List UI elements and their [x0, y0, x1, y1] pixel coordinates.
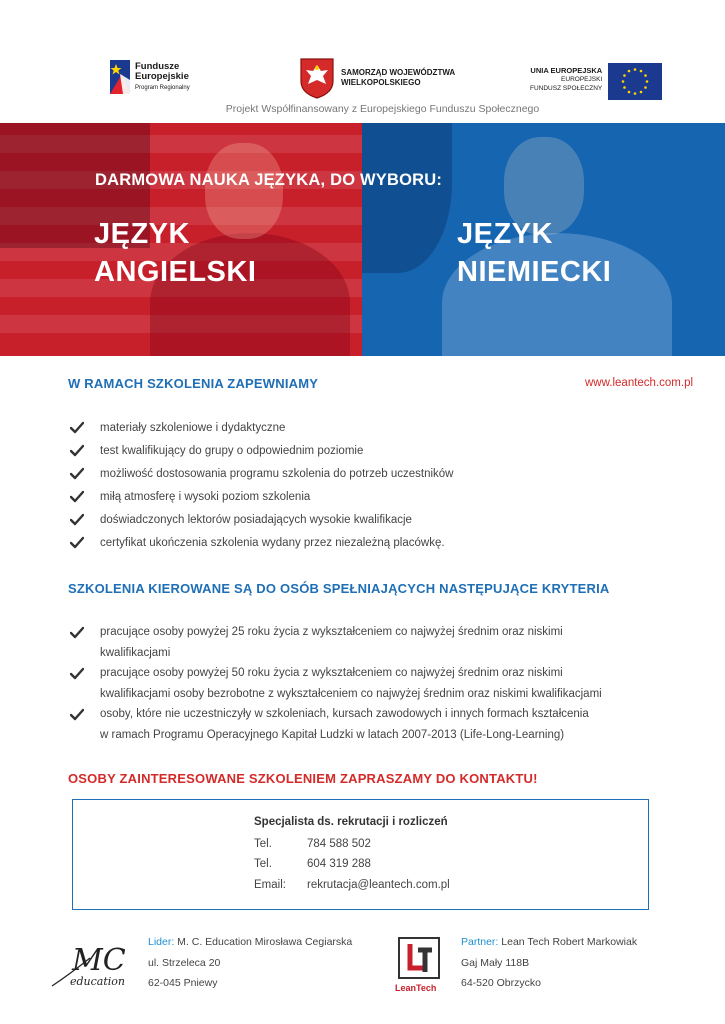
eagle-crest-icon	[299, 57, 335, 99]
partner-city: 64-520 Obrzycko	[461, 977, 541, 989]
fe-logo-line3: Program Regionalny	[135, 84, 190, 91]
contact-invitation-heading: OSOBY ZAINTERESOWANE SZKOLENIEM ZAPRASZAMY DO KONTAKTU!	[68, 771, 538, 786]
samorzad-logo	[299, 57, 455, 99]
language-german	[457, 215, 611, 291]
language-english	[94, 215, 256, 291]
list-item	[68, 622, 602, 663]
list-item	[68, 421, 453, 444]
list-item	[68, 663, 602, 704]
fe-logo-line1: Fundusze	[135, 60, 180, 72]
contact-label: Email:	[254, 879, 286, 891]
list-item	[68, 536, 453, 559]
phone-number[interactable]: 784 588 502	[307, 838, 371, 850]
checkmark-icon	[70, 667, 84, 681]
list-item	[68, 513, 453, 536]
list-item	[68, 490, 453, 513]
contact-email	[254, 879, 450, 891]
eu-logo-line2: EUROPEJSKI	[561, 76, 603, 83]
list-item-line2: kwalifikacjami osoby bezrobotne z wykształceniem co najwyżej średnim oraz niskimi kwalifikacjami	[100, 687, 602, 700]
contact-phone-2	[254, 858, 371, 870]
contact-title: Specjalista ds. rekrutacji i rozliczeń	[254, 816, 448, 828]
eu-logo	[530, 63, 662, 100]
language-german-line1: JĘZYK	[457, 218, 553, 250]
list-item-text: materiały szkoleniowe i dydaktyczne	[100, 422, 286, 434]
leader-name-line	[148, 932, 352, 953]
list-item	[68, 467, 453, 490]
fe-star-icon	[110, 60, 130, 94]
list-item-text: możliwość dostosowania programu szkolenia do potrzeb uczestników	[100, 468, 454, 480]
cofinancing-note: Projekt Współfinansowany z Europejskiego Funduszu Społecznego	[225, 103, 540, 115]
leader-street: ul. Strzeleca 20	[148, 956, 221, 969]
list-item	[68, 444, 453, 467]
language-english-line1: JĘZYK	[94, 218, 190, 250]
samorzad-logo-line1: SAMORZĄD WOJEWÓDZTWA	[341, 68, 456, 77]
email-link[interactable]: rekrutacja@leantech.com.pl	[307, 879, 450, 891]
checkmark-icon	[70, 708, 84, 722]
leader-city: 62-045 Pniewy	[148, 977, 218, 989]
section-provides-heading: W RAMACH SZKOLENIA ZAPEWNIAMY	[68, 376, 319, 391]
mc-logo-word: education	[70, 975, 125, 988]
eu-flag-icon	[608, 63, 662, 100]
checkmark-icon	[70, 421, 84, 435]
mc-logo-letters: MC	[72, 943, 126, 978]
partner-info	[461, 932, 637, 994]
fe-logo-line2: Europejskie	[135, 70, 189, 82]
section-criteria-heading: SZKOLENIA KIEROWANE SĄ DO OSÓB SPEŁNIAJĄCYCH NASTĘPUJĄCE KRYTERIA	[68, 581, 610, 596]
contact-phone-1	[254, 838, 371, 850]
checkmark-icon	[70, 444, 84, 458]
list-item-text: test kwalifikujący do grupy o odpowiednim poziomie	[100, 445, 364, 457]
header-logos	[0, 0, 725, 102]
list-item	[68, 704, 602, 745]
leader-label: Lider:	[148, 936, 175, 948]
leantech-logo-text: LeanTech	[395, 983, 437, 993]
hero-banner	[0, 123, 725, 356]
list-item-line2: kwalifikacjami	[100, 646, 171, 659]
phone-number[interactable]: 604 319 288	[307, 858, 371, 870]
list-item-text: certyfikat ukończenia szkolenia wydany przez niezależną placówkę.	[100, 537, 445, 549]
list-item-text: miłą atmosferę i wysoki poziom szkolenia	[100, 491, 311, 503]
criteria-list	[68, 622, 602, 745]
mc-education-logo	[50, 938, 135, 993]
provides-list	[68, 421, 453, 559]
samorzad-logo-line2: WIELKOPOLSKIEGO	[341, 78, 421, 87]
list-item-line1: pracujące osoby powyżej 50 roku życia z wykształceniem co najwyżej średnim oraz niskimi	[100, 667, 563, 679]
language-german-line2: NIEMIECKI	[457, 256, 612, 288]
list-item-line2: w ramach Programu Operacyjnego Kapitał Ludzki w latach 2007-2013 (Life-Long-Learning)	[100, 728, 565, 741]
website-link[interactable]: www.leantech.com.pl	[585, 377, 694, 389]
checkmark-icon	[70, 513, 84, 527]
contact-label: Tel.	[254, 838, 272, 850]
checkmark-icon	[70, 467, 84, 481]
eu-logo-line1: UNIA EUROPEJSKA	[530, 66, 603, 75]
leader-info	[148, 932, 352, 994]
checkmark-icon	[70, 626, 84, 640]
contact-label: Tel.	[254, 858, 272, 870]
checkmark-icon	[70, 536, 84, 550]
partner-label: Partner:	[461, 936, 499, 948]
list-item-text: doświadczonych lektorów posiadających wysokie kwalifikacje	[100, 514, 412, 526]
contact-box	[72, 799, 649, 910]
partner-name: Lean Tech Robert Markowiak	[498, 936, 638, 948]
fundusze-europejskie-logo	[110, 60, 190, 94]
list-item-line1: osoby, które nie uczestniczyły w szkoleniach, kursach zawodowych i innych formach kształcenia	[100, 708, 589, 720]
hero-subtitle: DARMOWA NAUKA JĘZYKA, DO WYBORU:	[95, 171, 443, 189]
leader-name: M. C. Education Mirosława Cegiarska	[174, 936, 353, 948]
list-item-line1: pracujące osoby powyżej 25 roku życia z wykształceniem co najwyżej średnim oraz niskimi	[100, 626, 563, 638]
language-english-line2: ANGIELSKI	[94, 256, 257, 288]
checkmark-icon	[70, 490, 84, 504]
eu-logo-line3: FUNDUSZ SPOŁECZNY	[530, 85, 603, 92]
partner-street: Gaj Mały 118B	[461, 956, 530, 969]
partner-name-line	[461, 932, 637, 953]
